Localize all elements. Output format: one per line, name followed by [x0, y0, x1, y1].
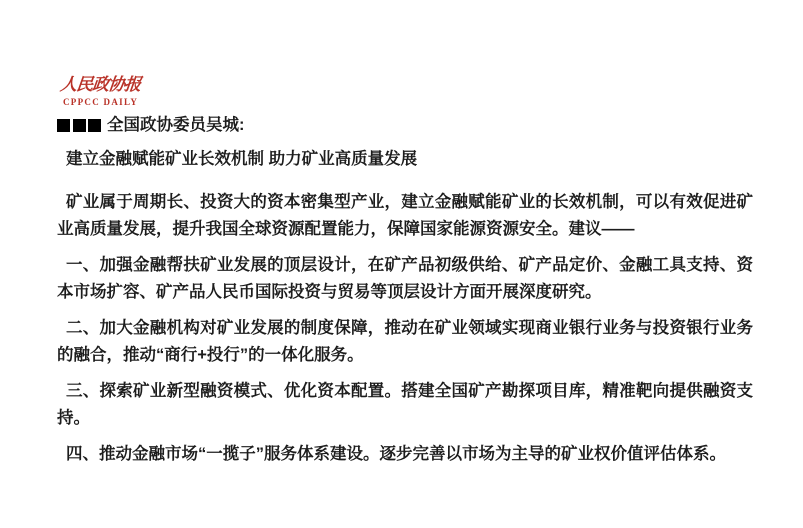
article-title: 建立金融赋能矿业长效机制 助力矿业高质量发展 [66, 150, 418, 168]
bullet-square-icon [73, 119, 86, 132]
article-paragraph: 一、加强金融帮扶矿业发展的顶层设计，在矿产品初级供给、矿产品定价、金融工具支持、资本市场扩容、矿产品人民币国际投资与贸易等顶层设计方面开展深度研究。 [57, 256, 753, 301]
article-paragraph: 四、推动金融市场“一揽子”服务体系建设。逐步完善以市场为主导的矿业权价值评估体系。 [66, 445, 726, 463]
byline-text: 全国政协委员吴城: [107, 116, 245, 134]
article-paragraph: 三、探索矿业新型融资模式、优化资本配置。搭建全国矿产勘探项目库，精准靶向提供融资支持。 [57, 382, 753, 427]
masthead [59, 74, 753, 108]
cppcc-daily-logo-subtitle: CPPCC DAILY [63, 97, 139, 107]
article-content [57, 74, 753, 477]
article-paragraph: 矿业属于周期长、投资大的资本密集型产业，建立金融赋能矿业的长效机制，可以有效促进矿业高质量发展，提升我国全球资源配置能力，保障国家能源资源安全。建议—— [57, 193, 753, 238]
byline [57, 113, 753, 137]
bullet-square-icon [57, 119, 70, 132]
article-paragraph: 二、加大金融机构对矿业发展的制度保障，推动在矿业领域实现商业银行业务与投资银行业务的融合，推动“商行+投行”的一体化服务。 [57, 319, 753, 364]
cppcc-daily-logo: 人民政协报 [59, 75, 142, 94]
bullet-square-icon [88, 119, 101, 132]
